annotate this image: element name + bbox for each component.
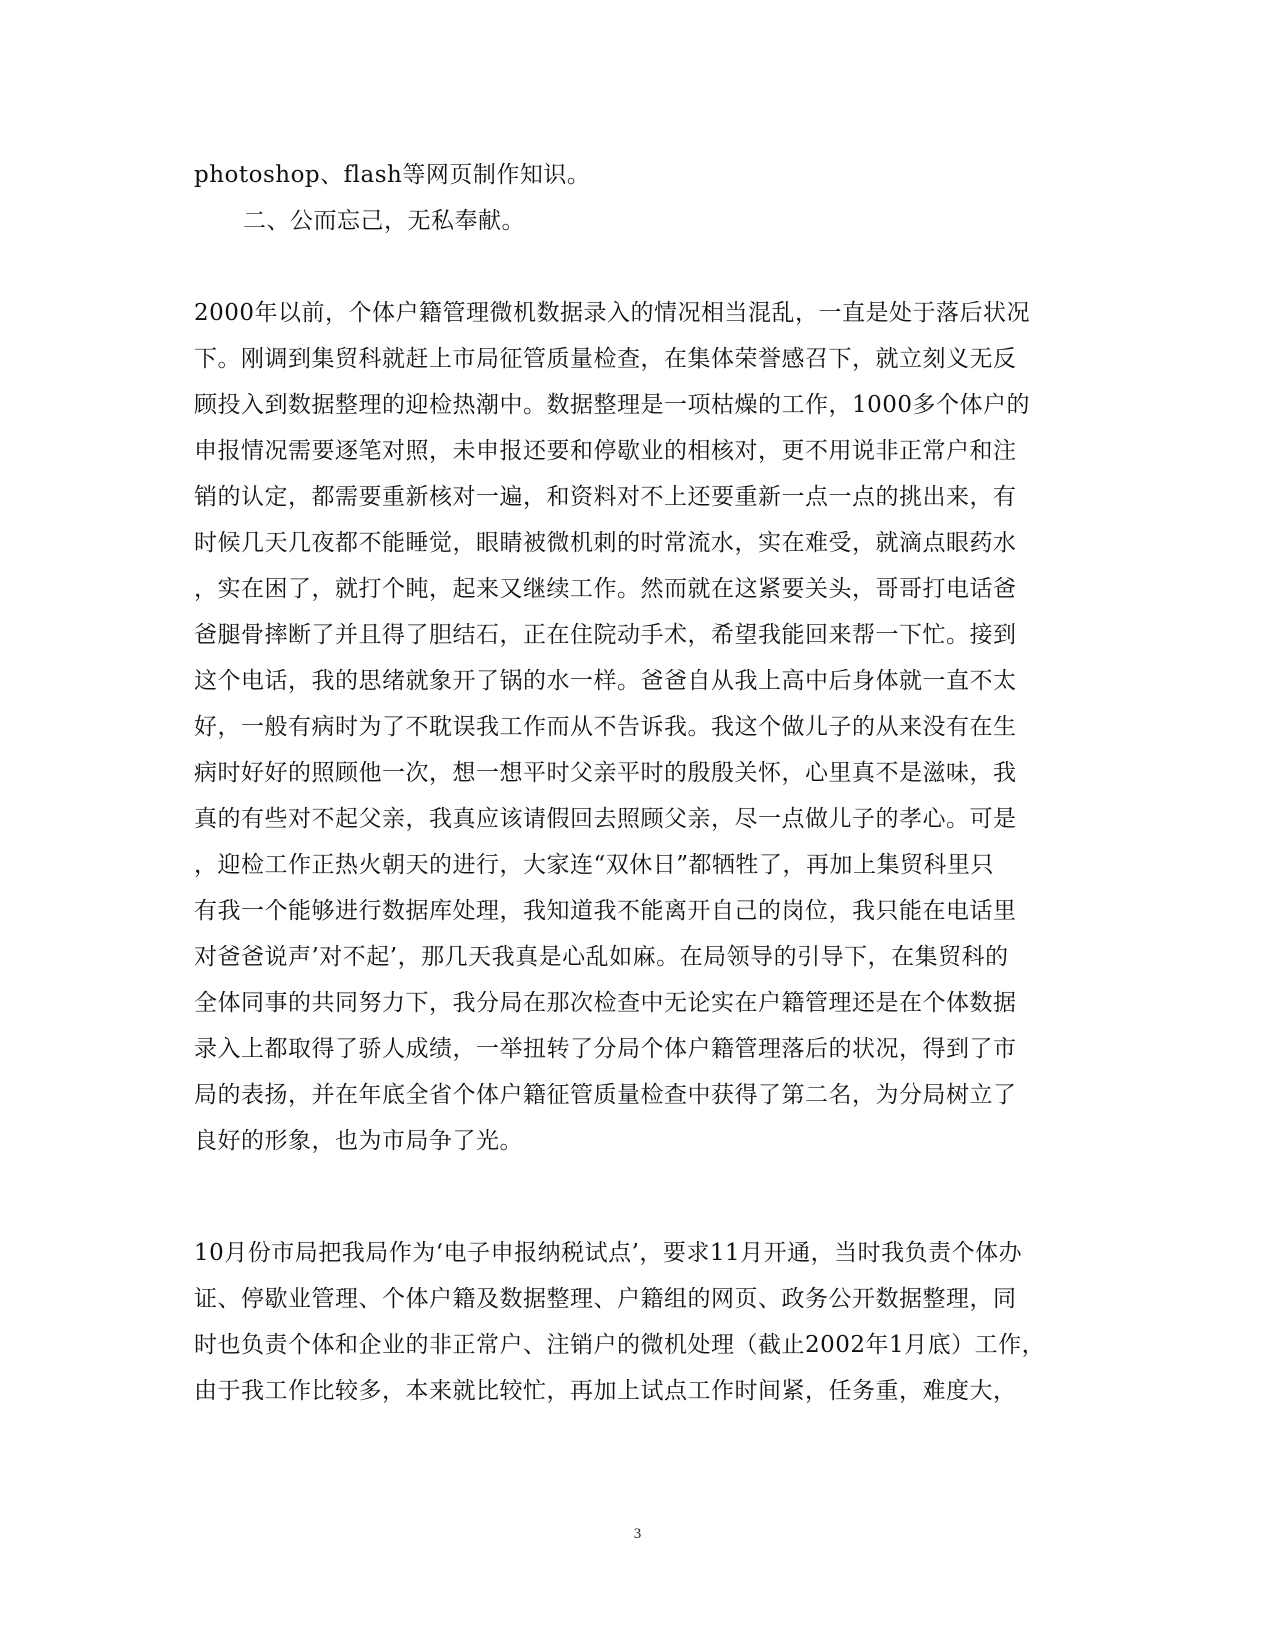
text-line: 好，一般有病时为了不耽误我工作而从不告诉我。我这个做儿子的从来没有在生 [194, 714, 1017, 740]
text-line: 对爸爸说声’对不起’，那几天我真是心乱如麻。在局领导的引导下，在集贸科的 [194, 944, 1009, 970]
text-line: 时候几天几夜都不能睡觉，眼睛被微机刺的时常流水，实在难受，就滴点眼药水 [194, 530, 1017, 556]
text-line: 证、停歇业管理、个体户籍及数据整理、户籍组的网页、政务公开数据整理，同 [194, 1286, 1017, 1312]
text-line: 申报情况需要逐笔对照，未申报还要和停歇业的相核对，更不用说非正常户和注 [194, 438, 1017, 464]
page-number: 3 [633, 1526, 642, 1542]
text-line: 时也负责个体和企业的非正常户、注销户的微机处理（截止2002年1月底）工作， [194, 1332, 1046, 1358]
text-line: 由于我工作比较多，本来就比较忙，再加上试点工作时间紧，任务重，难度大， [194, 1378, 1017, 1404]
text-line: 有我一个能够进行数据库处理，我知道我不能离开自己的岗位，我只能在电话里 [194, 898, 1017, 924]
text-line: ，迎检工作正热火朝天的进行，大家连“双休日”都牺牲了，再加上集贸科里只 [194, 852, 995, 878]
section-heading: 二、公而忘己，无私奉献。 [243, 208, 525, 234]
text-line: 全体同事的共同努力下，我分局在那次检查中无论实在户籍管理还是在个体数据 [194, 990, 1017, 1016]
text-line: 2000年以前，个体户籍管理微机数据录入的情况相当混乱，一直是处于落后状况 [194, 300, 1031, 326]
text-line: 这个电话，我的思绪就象开了锅的水一样。爸爸自从我上高中后身体就一直不太 [194, 668, 1017, 694]
text-line: 10月份市局把我局作为‘电子申报纳税试点’，要求11月开通，当时我负责个体办 [194, 1240, 1023, 1266]
text-line: 局的表扬，并在年底全省个体户籍征管质量检查中获得了第二名，为分局树立了 [194, 1082, 1017, 1108]
text-line: 真的有些对不起父亲，我真应该请假回去照顾父亲，尽一点做儿子的孝心。可是 [194, 806, 1017, 832]
text-line: 销的认定，都需要重新核对一遍，和资料对不上还要重新一点一点的挑出来，有 [194, 484, 1017, 510]
text-line: 病时好好的照顾他一次，想一想平时父亲平时的殷殷关怀，心里真不是滋味，我 [194, 760, 1017, 786]
text-line: photoshop、flash等网页制作知识。 [194, 162, 591, 188]
text-line: 良好的形象，也为市局争了光。 [194, 1128, 523, 1154]
text-line: 顾投入到数据整理的迎检热潮中。数据整理是一项枯燥的工作，1000多个体户的 [194, 392, 1031, 418]
text-line: 录入上都取得了骄人成绩，一举扭转了分局个体户籍管理落后的状况，得到了市 [194, 1036, 1017, 1062]
text-line: 下。刚调到集贸科就赶上市局征管质量检查，在集体荣誉感召下，就立刻义无反 [194, 346, 1017, 372]
text-line: 爸腿骨摔断了并且得了胆结石，正在住院动手术，希望我能回来帮一下忙。接到 [194, 622, 1017, 648]
text-line: ，实在困了，就打个盹，起来又继续工作。然而就在这紧要关头，哥哥打电话爸 [194, 576, 1017, 602]
